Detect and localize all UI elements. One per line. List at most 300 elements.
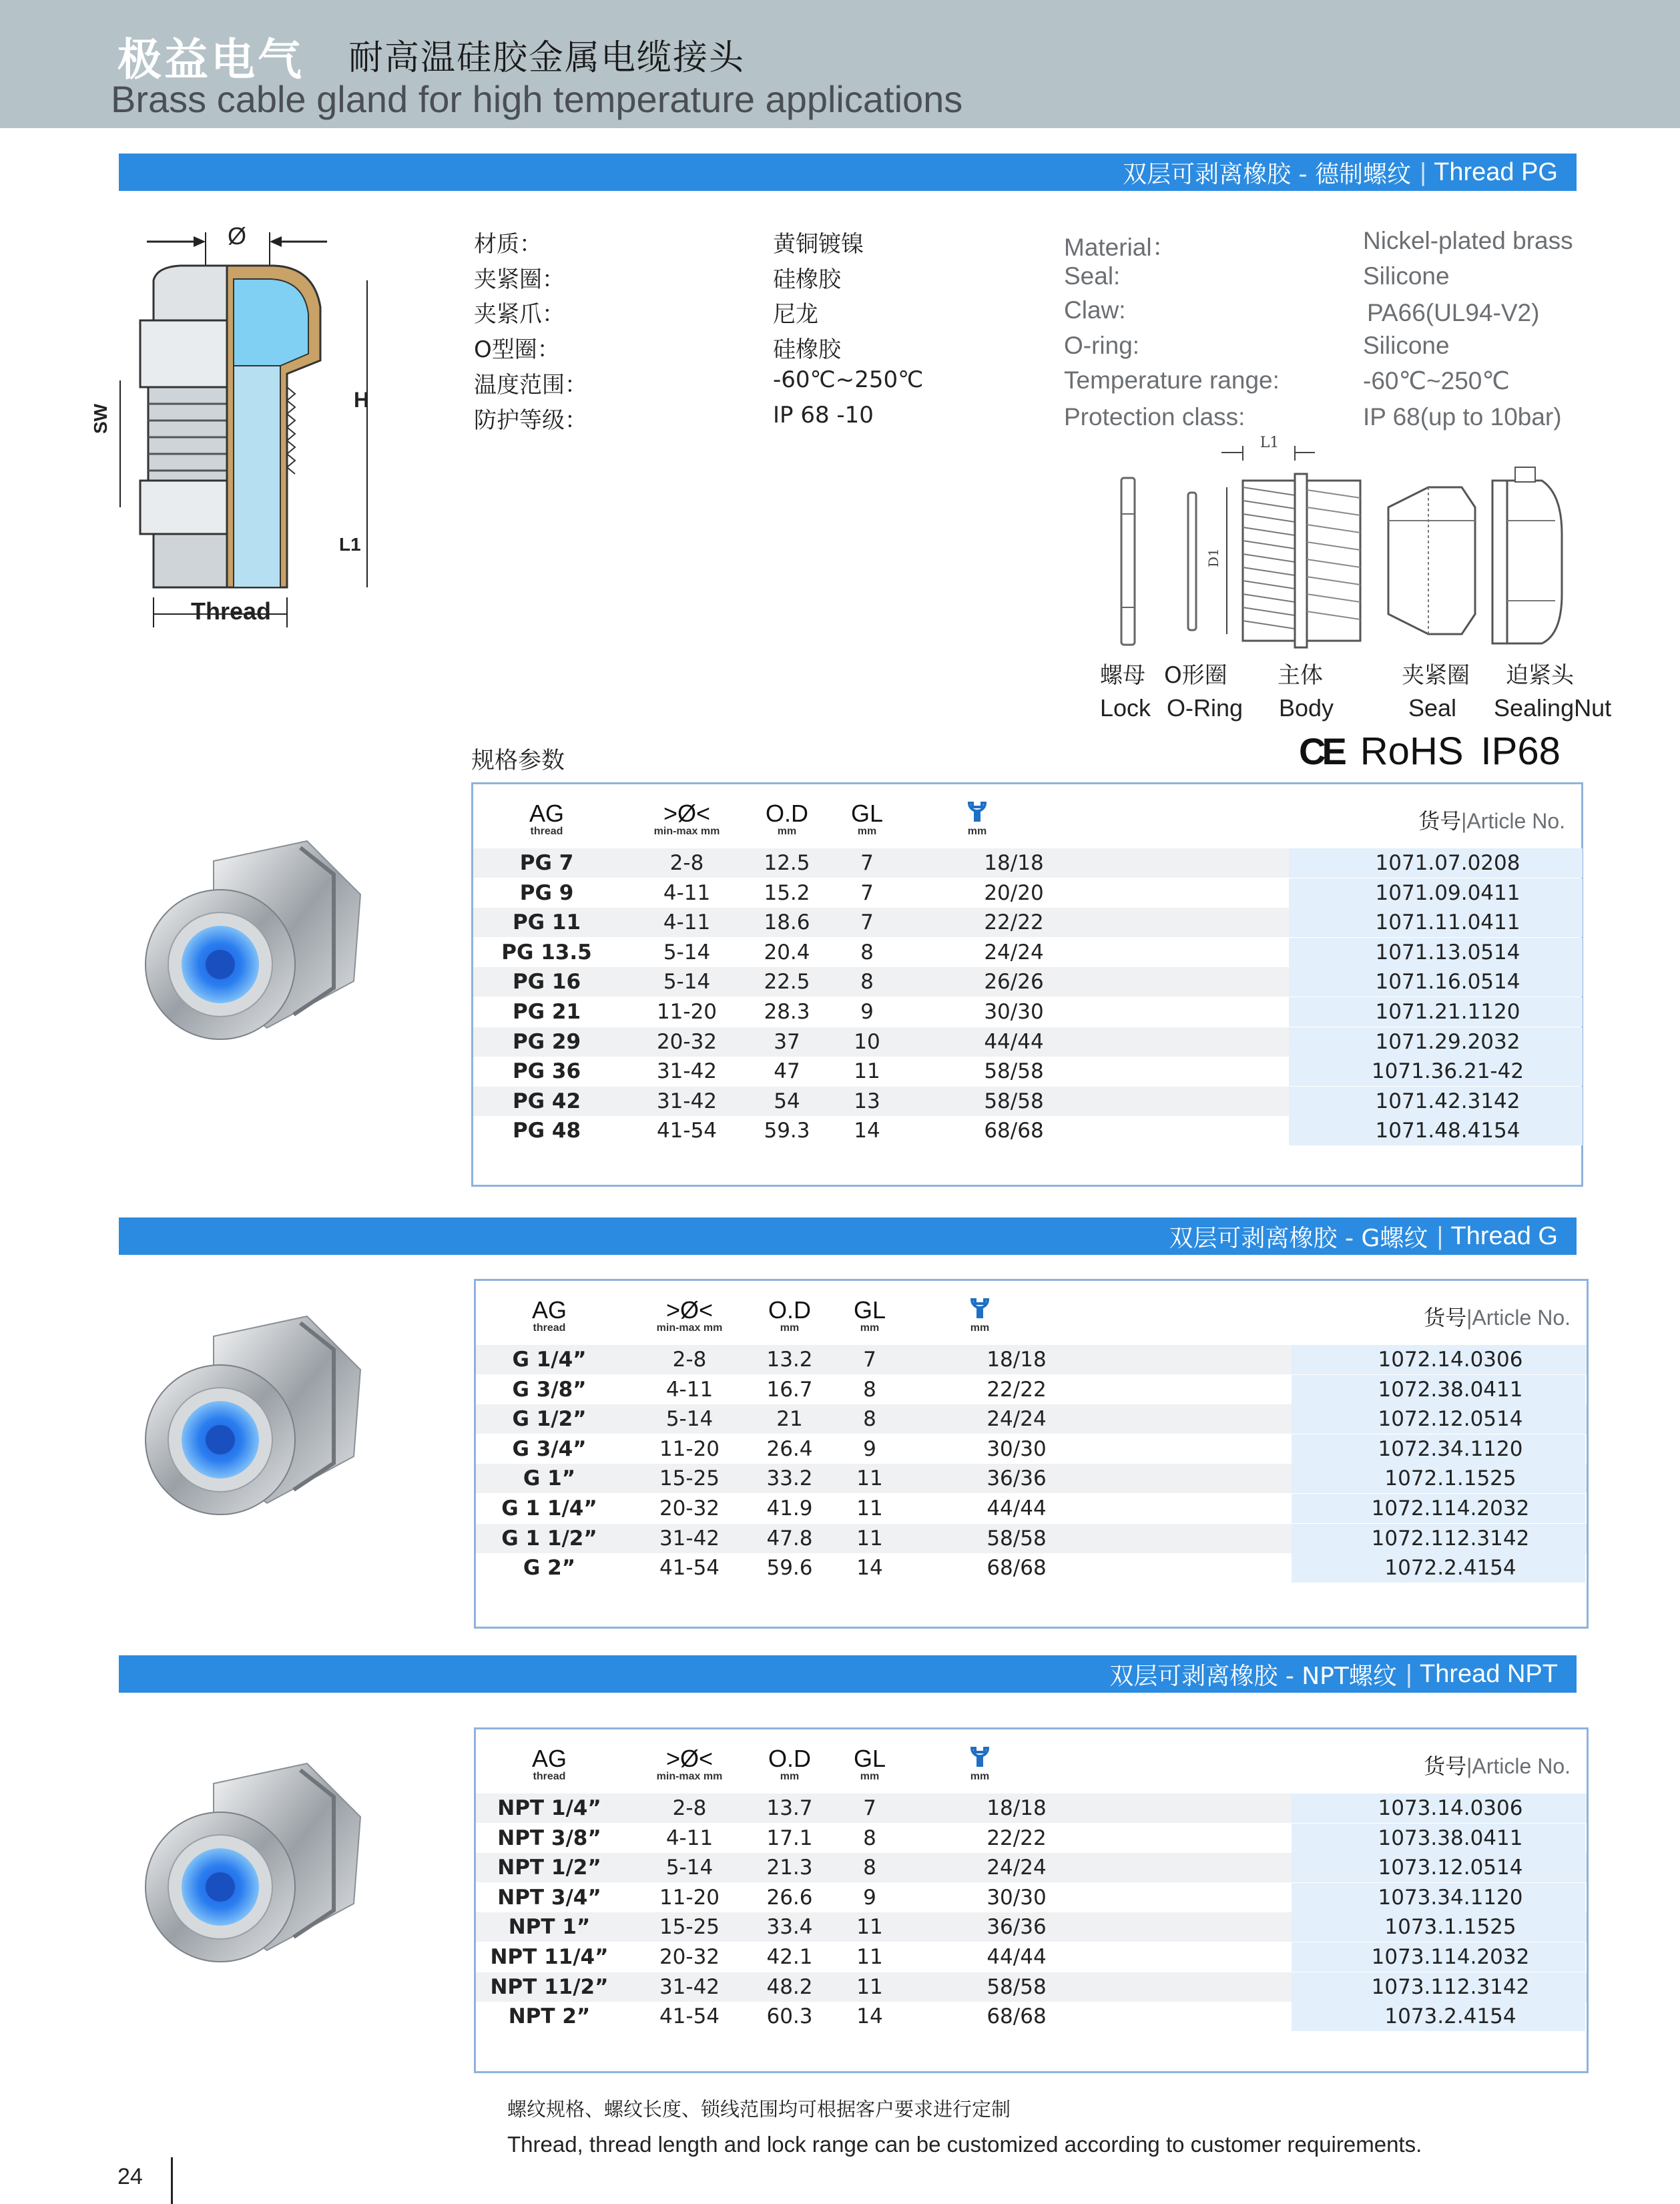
col-gl-unit: mm [860, 1771, 880, 1782]
spec-table-pg [471, 782, 1583, 1187]
col-gl-unit: mm [860, 1322, 880, 1334]
od-cell: 13.7 [766, 1796, 813, 1820]
gl-cell: 9 [863, 1436, 876, 1461]
article-no-cell: 1072.14.0306 [1378, 1348, 1523, 1372]
wrench-cell: 22/22 [987, 1826, 1047, 1850]
wrench-cell: 30/30 [987, 1885, 1047, 1910]
parts-drawing [1095, 434, 1589, 654]
gl-cell: 11 [856, 1945, 883, 1969]
table-row [473, 878, 1581, 908]
ag-cell: NPT 1/4” [497, 1796, 601, 1820]
table-row [476, 1524, 1587, 1553]
article-no-cell: 1071.11.0411 [1375, 910, 1520, 935]
ag-cell: PG 11 [512, 910, 581, 935]
table-row [476, 1912, 1587, 1942]
spec-oring-value: 硅橡胶 [773, 336, 841, 363]
clamp-range-cell: 5-14 [663, 970, 711, 995]
ag-cell: G 3/8” [512, 1377, 587, 1402]
col-ag-title: AG [531, 1745, 567, 1772]
wrench-cell: 58/58 [987, 1526, 1047, 1551]
table-row [473, 997, 1581, 1027]
spec-en-oring-value: Silicone [1363, 332, 1450, 359]
spec-claw-label: 夹紧爪： [474, 301, 565, 328]
table-header [473, 784, 1581, 848]
table-row [476, 1404, 1587, 1434]
clamp-range-cell: 31-42 [659, 1974, 720, 1999]
table-row [476, 1553, 1587, 1583]
table-row [473, 938, 1581, 967]
gl-cell: 11 [856, 1974, 883, 1999]
wrench-cell: 44/44 [987, 1496, 1047, 1521]
clamp-range-cell: 31-42 [659, 1526, 720, 1551]
col-gl [827, 802, 907, 838]
spec-en-protection-value: IP 68(up to 10bar) [1363, 403, 1562, 431]
part-lock-cn: 螺母 [1100, 662, 1145, 689]
product-photo-g [133, 1310, 380, 1530]
col-clamp-range-title: >Ø< [665, 1296, 714, 1324]
clamp-range-cell: 20-32 [656, 1029, 718, 1054]
h-label: H [354, 388, 370, 412]
ag-cell: PG 9 [519, 880, 574, 905]
od-cell: 48.2 [766, 1974, 813, 1999]
od-cell: 17.1 [766, 1826, 813, 1850]
wrench-cell: 44/44 [984, 1029, 1044, 1054]
col-ag [487, 802, 607, 838]
brand-name: 极益电气 [117, 34, 304, 85]
article-no-en: Article No. [1472, 1754, 1571, 1778]
clamp-range-cell: 11-20 [659, 1885, 720, 1910]
ag-cell: NPT 2” [508, 2004, 591, 2029]
od-cell: 37 [774, 1029, 800, 1054]
gl-cell: 11 [854, 1059, 880, 1084]
article-no-cn: 货号 [1424, 1753, 1467, 1779]
section-separator: | [1404, 1660, 1414, 1688]
od-cell: 18.6 [764, 910, 810, 935]
od-cell: 33.2 [766, 1466, 813, 1491]
table-header [476, 1281, 1587, 1345]
section-label [1100, 154, 1577, 191]
ag-cell: PG 42 [512, 1089, 581, 1113]
article-no-separator: | [1466, 1306, 1472, 1330]
page-divider [171, 2157, 173, 2204]
gl-cell: 9 [860, 1000, 874, 1024]
phi-label: Ø [227, 222, 247, 250]
section-label [1087, 1655, 1577, 1693]
ag-cell: G 2” [523, 1556, 576, 1581]
wrench-cell: 30/30 [987, 1436, 1047, 1461]
part-oring-en: O-Ring [1167, 694, 1243, 722]
table-row [476, 1883, 1587, 1912]
clamp-range-cell: 15-25 [659, 1915, 720, 1940]
rohs-mark: RoHS [1360, 730, 1464, 773]
article-no-cell: 1072.12.0514 [1378, 1407, 1523, 1432]
article-no-cell: 1073.114.2032 [1371, 1945, 1530, 1969]
section-label-cn: 双层可剥离橡胶 - 德制螺纹 [1123, 160, 1411, 188]
table-row [476, 1794, 1587, 1823]
ce-mark: CE [1299, 730, 1343, 772]
wrench-cell: 24/24 [987, 1856, 1047, 1880]
part-body-cn: 主体 [1278, 662, 1323, 689]
col-clamp-range-title: >Ø< [663, 800, 711, 827]
ag-cell: G 3/4” [512, 1436, 587, 1461]
table-header [476, 1729, 1587, 1794]
clamp-range-cell: 20-32 [659, 1496, 720, 1521]
spec-en-seal-label: Seal: [1064, 262, 1121, 290]
col-gl [830, 1298, 910, 1334]
section-label-en: Thread G [1450, 1221, 1558, 1250]
page-header [0, 0, 1680, 128]
wrench-cell: 68/68 [987, 1556, 1047, 1581]
gl-cell: 9 [863, 1885, 876, 1910]
clamp-range-cell: 2-8 [672, 1348, 707, 1372]
article-no-en: Article No. [1466, 809, 1565, 833]
wrench-cell: 24/24 [984, 940, 1044, 965]
article-no-cell: 1073.1.1525 [1384, 1915, 1516, 1940]
od-cell: 47.8 [766, 1526, 813, 1551]
col-gl-title: GL [853, 1296, 886, 1324]
gl-cell: 7 [860, 910, 874, 935]
gl-cell: 7 [860, 851, 874, 875]
wrench-cell: 58/58 [984, 1089, 1044, 1113]
part-nut-cn: 迫紧头 [1506, 662, 1574, 689]
col-od-title: O.D [768, 1296, 811, 1324]
od-cell: 47 [774, 1059, 800, 1084]
ag-cell: G 1/4” [512, 1348, 587, 1372]
col-wrench-unit: mm [970, 1322, 990, 1334]
od-cell: 13.2 [766, 1348, 813, 1372]
table-row [473, 1087, 1581, 1116]
product-photo-pg [133, 834, 380, 1055]
thread-label: Thread [190, 597, 272, 625]
article-no-separator: | [1461, 809, 1467, 833]
article-no-cell: 1071.13.0514 [1375, 940, 1520, 965]
wrench-cell: 18/18 [987, 1348, 1047, 1372]
table-row [473, 1057, 1581, 1086]
col-clamp-range [629, 1298, 750, 1334]
col-od-unit: mm [777, 826, 797, 837]
col-clamp-range-title: >Ø< [665, 1745, 714, 1772]
section-label [1147, 1217, 1577, 1255]
col-clamp-range [627, 802, 747, 838]
clamp-range-cell: 41-54 [656, 1119, 718, 1143]
col-od-unit: mm [780, 1771, 800, 1782]
col-ag-unit: thread [533, 1771, 566, 1782]
table-row [476, 1375, 1587, 1404]
od-cell: 15.2 [764, 880, 810, 905]
ag-cell: PG 16 [512, 970, 581, 995]
article-no-cell: 1072.114.2032 [1371, 1496, 1530, 1521]
wrench-cell: 22/22 [984, 910, 1044, 935]
article-no-cell: 1072.1.1525 [1384, 1466, 1516, 1491]
clamp-range-cell: 5-14 [663, 940, 711, 965]
od-cell: 12.5 [764, 851, 810, 875]
wrench-icon [966, 1296, 993, 1320]
gl-cell: 11 [856, 1915, 883, 1940]
col-ag-unit: thread [530, 826, 563, 837]
col-wrench [954, 799, 1001, 838]
spec-en-protection-label: Protection class: [1064, 403, 1245, 431]
article-no-cell: 1073.38.0411 [1378, 1826, 1523, 1850]
col-od [747, 802, 827, 838]
col-ag-title: AG [531, 1296, 567, 1324]
article-no-cn: 货号 [1424, 1305, 1467, 1330]
spec-table-npt [474, 1727, 1589, 2073]
spec-en-material-label: Material： [1064, 234, 1177, 261]
part-nut-en: SealingNut [1494, 694, 1612, 722]
wrench-cell: 26/26 [984, 970, 1044, 995]
col-clamp-range-unit: min-max mm [656, 1771, 723, 1782]
gl-cell: 8 [860, 940, 874, 965]
col-ag-title: AG [529, 800, 564, 827]
ag-cell: NPT 3/4” [497, 1885, 601, 1910]
clamp-range-cell: 11-20 [656, 1000, 718, 1024]
section-bar-pg [119, 154, 1577, 191]
clamp-range-cell: 4-11 [663, 910, 711, 935]
table-row [473, 908, 1581, 937]
gl-cell: 10 [854, 1029, 880, 1054]
article-no-cell: 1073.14.0306 [1378, 1796, 1523, 1820]
part-body-en: Body [1279, 694, 1334, 722]
col-od-title: O.D [768, 1745, 811, 1772]
gl-cell: 8 [863, 1377, 876, 1402]
section-label-en: Thread PG [1434, 158, 1558, 186]
clamp-range-cell: 15-25 [659, 1466, 720, 1491]
part-lock-en: Lock [1100, 694, 1151, 722]
col-clamp-range-unit: min-max mm [656, 1322, 723, 1334]
od-cell: 60.3 [766, 2004, 813, 2029]
table-row [476, 1464, 1587, 1493]
table-row [476, 1853, 1587, 1882]
spec-en-oring-label: O-ring: [1064, 332, 1140, 359]
section-label-cn: 双层可剥离橡胶 - G螺纹 [1169, 1224, 1428, 1252]
ag-cell: G 1 1/4” [501, 1496, 597, 1521]
sw-label: SW [90, 403, 111, 434]
section-label-en: Thread NPT [1420, 1659, 1558, 1688]
col-gl [830, 1747, 910, 1783]
article-no-cell: 1071.29.2032 [1375, 1029, 1520, 1054]
wrench-cell: 58/58 [987, 1974, 1047, 1999]
article-no-cell: 1071.21.1120 [1375, 1000, 1520, 1024]
ag-cell: G 1” [523, 1466, 576, 1491]
col-clamp-range [629, 1747, 750, 1783]
ag-cell: G 1 1/2” [501, 1526, 597, 1551]
section-bar-npt [119, 1655, 1577, 1693]
footer-note-cn: 螺纹规格、螺纹长度、锁线范围均可根据客户要求进行定制 [507, 2098, 1011, 2121]
table-row [476, 1345, 1587, 1374]
gl-cell: 7 [863, 1348, 876, 1372]
col-od-title: O.D [765, 800, 808, 827]
table-row [473, 1116, 1581, 1145]
section-separator: | [1418, 158, 1428, 186]
spec-en-temp-label: Temperature range: [1064, 366, 1280, 394]
od-cell: 20.4 [764, 940, 810, 965]
spec-en-material-value: Nickel-plated brass [1363, 227, 1573, 254]
section-separator: | [1436, 1222, 1444, 1250]
table-row [476, 1972, 1587, 2002]
wrench-cell: 68/68 [987, 2004, 1047, 2029]
gl-cell: 7 [863, 1796, 876, 1820]
spec-material-label: 材质： [474, 231, 542, 258]
clamp-range-cell: 41-54 [659, 1556, 720, 1581]
article-no-cell: 1073.2.4154 [1384, 2004, 1516, 2029]
wrench-cell: 22/22 [987, 1377, 1047, 1402]
ag-cell: PG 7 [519, 851, 574, 875]
col-ag [489, 1298, 609, 1334]
technical-drawing [90, 214, 387, 647]
article-no-cell: 1073.112.3142 [1371, 1974, 1530, 1999]
col-wrench-unit: mm [967, 826, 987, 837]
ag-cell: NPT 1/2” [497, 1856, 601, 1880]
clamp-range-cell: 31-42 [656, 1089, 718, 1113]
gl-cell: 8 [863, 1407, 876, 1432]
col-article-no [1424, 1301, 1571, 1332]
table-row [476, 1434, 1587, 1464]
spec-protection-label: 防护等级： [474, 407, 587, 434]
gl-cell: 8 [863, 1826, 876, 1850]
table-row [473, 967, 1581, 997]
title-en: Brass cable gland for high temperature applications [111, 78, 963, 120]
spec-en-claw-label: Claw: [1064, 296, 1126, 324]
clamp-range-cell: 4-11 [665, 1377, 714, 1402]
ag-cell: PG 13.5 [501, 940, 592, 965]
ip68-mark: IP68 [1480, 730, 1561, 773]
spec-protection-value: IP 68 -10 [773, 402, 874, 429]
footer-note-en: Thread, thread length and lock range can be customized according to customer requirements. [507, 2132, 1422, 2157]
od-cell: 26.6 [766, 1885, 813, 1910]
spec-en-claw-value: PA66(UL94-V2) [1367, 299, 1540, 326]
article-no-cell: 1071.09.0411 [1375, 880, 1520, 905]
table-row [476, 1494, 1587, 1523]
article-no-cn: 货号 [1418, 808, 1462, 834]
article-no-cell: 1073.34.1120 [1378, 1885, 1523, 1910]
article-no-cell: 1072.34.1120 [1378, 1436, 1523, 1461]
l1-part-label: L1 [1259, 435, 1280, 451]
article-no-en: Article No. [1472, 1306, 1571, 1330]
col-clamp-range-unit: min-max mm [653, 826, 720, 837]
clamp-range-cell: 31-42 [656, 1059, 718, 1084]
gl-cell: 14 [856, 2004, 883, 2029]
wrench-cell: 18/18 [984, 851, 1044, 875]
gl-cell: 11 [856, 1526, 883, 1551]
clamp-range-cell: 4-11 [665, 1826, 714, 1850]
col-gl-title: GL [850, 800, 884, 827]
table-row [476, 1824, 1587, 1853]
od-cell: 33.4 [766, 1915, 813, 1940]
od-cell: 54 [774, 1089, 800, 1113]
ag-cell: PG 36 [512, 1059, 581, 1084]
od-cell: 42.1 [766, 1945, 813, 1969]
gl-cell: 11 [856, 1496, 883, 1521]
product-photo-npt [133, 1757, 380, 1977]
article-no-cell: 1071.16.0514 [1375, 970, 1520, 995]
article-no-cell: 1071.07.0208 [1375, 851, 1520, 875]
wrench-cell: 36/36 [987, 1466, 1047, 1491]
gl-cell: 11 [856, 1466, 883, 1491]
col-gl-title: GL [853, 1745, 886, 1772]
od-cell: 41.9 [766, 1496, 813, 1521]
wrench-cell: 30/30 [984, 1000, 1044, 1024]
gl-cell: 13 [854, 1089, 880, 1113]
ag-cell: G 1/2” [512, 1407, 587, 1432]
spec-oring-label: O型圈： [474, 336, 560, 363]
section-bar-g [119, 1217, 1577, 1255]
article-no-cell: 1071.48.4154 [1375, 1119, 1520, 1143]
spec-claw-value: 尼龙 [773, 301, 818, 328]
wrench-cell: 68/68 [984, 1119, 1044, 1143]
col-od-unit: mm [780, 1322, 800, 1334]
wrench-cell: 20/20 [984, 880, 1044, 905]
clamp-range-cell: 20-32 [659, 1945, 720, 1969]
col-ag-unit: thread [533, 1322, 566, 1334]
gl-cell: 14 [854, 1119, 880, 1143]
article-no-cell: 1072.2.4154 [1384, 1556, 1516, 1581]
part-oring-cn: O形圈 [1164, 662, 1227, 689]
clamp-range-cell: 11-20 [659, 1436, 720, 1461]
od-cell: 22.5 [764, 970, 810, 995]
wrench-cell: 36/36 [987, 1915, 1047, 1940]
od-cell: 21 [776, 1407, 803, 1432]
spec-seal-value: 硅橡胶 [773, 266, 841, 293]
table-row [473, 1027, 1581, 1057]
od-cell: 16.7 [766, 1377, 813, 1402]
section-label-cn: 双层可剥离橡胶 - NPT螺纹 [1109, 1662, 1397, 1690]
article-no-cell: 1071.42.3142 [1375, 1089, 1520, 1113]
gl-cell: 7 [860, 880, 874, 905]
col-wrench-unit: mm [970, 1771, 990, 1782]
clamp-range-cell: 41-54 [659, 2004, 720, 2029]
od-cell: 59.6 [766, 1556, 813, 1581]
col-wrench [956, 1744, 1003, 1783]
ag-cell: NPT 3/8” [497, 1826, 601, 1850]
ag-cell: NPT 11/2” [490, 1974, 609, 1999]
page-number: 24 [117, 2164, 143, 2189]
od-cell: 26.4 [766, 1436, 813, 1461]
table-row [476, 2002, 1587, 2031]
title-cn: 耐高温硅胶金属电缆接头 [348, 38, 746, 78]
clamp-range-cell: 2-8 [669, 851, 704, 875]
clamp-range-cell: 5-14 [665, 1407, 714, 1432]
ag-cell: PG 29 [512, 1029, 581, 1054]
table-row [473, 848, 1581, 878]
ag-cell: NPT 11/4” [490, 1945, 609, 1969]
article-no-cell: 1073.12.0514 [1378, 1856, 1523, 1880]
ag-cell: PG 48 [512, 1119, 581, 1143]
table-row [476, 1942, 1587, 1972]
col-ag [489, 1747, 609, 1783]
clamp-range-cell: 2-8 [672, 1796, 707, 1820]
wrench-icon [966, 1744, 993, 1768]
wrench-cell: 58/58 [984, 1059, 1044, 1084]
wrench-icon [964, 799, 991, 823]
ag-cell: PG 21 [512, 1000, 581, 1024]
col-wrench [956, 1296, 1003, 1334]
spec-en-temp-value: -60℃~250℃ [1363, 367, 1510, 394]
col-od [750, 1298, 830, 1334]
clamp-range-cell: 4-11 [663, 880, 711, 905]
article-no-cell: 1072.112.3142 [1371, 1526, 1530, 1551]
spec-params-title: 规格参数 [471, 748, 565, 774]
gl-cell: 14 [856, 1556, 883, 1581]
spec-seal-label: 夹紧圈： [474, 266, 565, 293]
article-no-separator: | [1466, 1754, 1472, 1778]
clamp-range-cell: 5-14 [665, 1856, 714, 1880]
col-gl-unit: mm [857, 826, 877, 837]
article-no-cell: 1072.38.0411 [1378, 1377, 1523, 1402]
gl-cell: 8 [863, 1856, 876, 1880]
gl-cell: 8 [860, 970, 874, 995]
spec-temp-label: 温度范围： [474, 372, 587, 398]
ag-cell: NPT 1” [508, 1915, 591, 1940]
